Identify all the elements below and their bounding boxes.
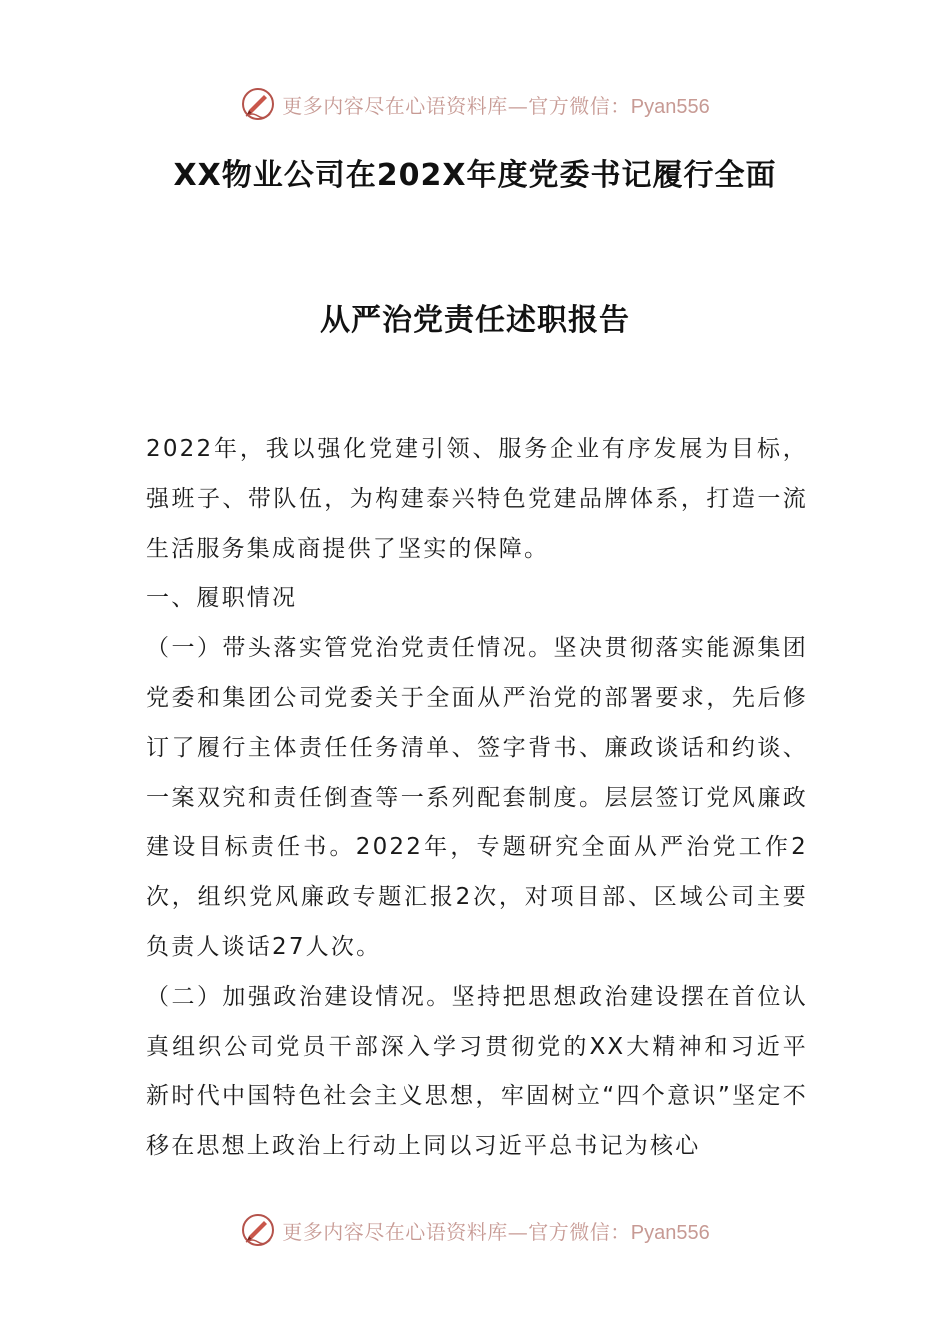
- watermark-text: 更多内容尽在心语资料库—官方微信：Pyan556: [282, 1219, 710, 1244]
- watermark-wechat-id: Pyan556: [630, 95, 710, 118]
- section-heading: 一、履职情况: [146, 585, 298, 612]
- pen-logo-icon: [240, 86, 276, 122]
- watermark-wechat-id: Pyan556: [630, 1221, 710, 1244]
- document-title-line1: XX物业公司在202X年度党委书记履行全面: [173, 158, 777, 193]
- pen-logo-icon: [240, 1212, 276, 1248]
- paragraph-intro: 2022年，我以强化党建引领、服务企业有序发展为目标，强班子、带队伍，为构建泰兴特色党建品牌体系，打造一流生活服务集成商提供了坚实的保障。: [146, 436, 808, 562]
- watermark-header: [0, 82, 950, 126]
- document-body: [146, 425, 808, 1172]
- document-title-line2: 从严治党责任述职报告: [320, 303, 630, 338]
- watermark-footer: [0, 1208, 950, 1252]
- watermark-text: 更多内容尽在心语资料库—官方微信：Pyan556: [282, 93, 710, 118]
- paragraph-1: （一）带头落实管党治党责任情况。坚决贯彻落实能源集团党委和集团公司党委关于全面从严治党的部署要求，先后修订了履行主体责任任务清单、签字背书、廉政谈话和约谈、一案双究和责任倒查等一系列配套制度。层层签订党风廉政建设目标责任书。2022年，专题研究全面从严治党工作2次，组织党风廉政专题汇报2次，对项目部、区域公司主要负责人谈话27人次。: [146, 635, 808, 960]
- paragraph-2: （二）加强政治建设情况。坚持把思想政治建设摆在首位认真组织公司党员干部深入学习贯彻党的XX大精神和习近平新时代中国特色社会主义思想，牢固树立“四个意识”坚定不移在思想上政治上行动上同以习近平总书记为核心: [146, 983, 808, 1160]
